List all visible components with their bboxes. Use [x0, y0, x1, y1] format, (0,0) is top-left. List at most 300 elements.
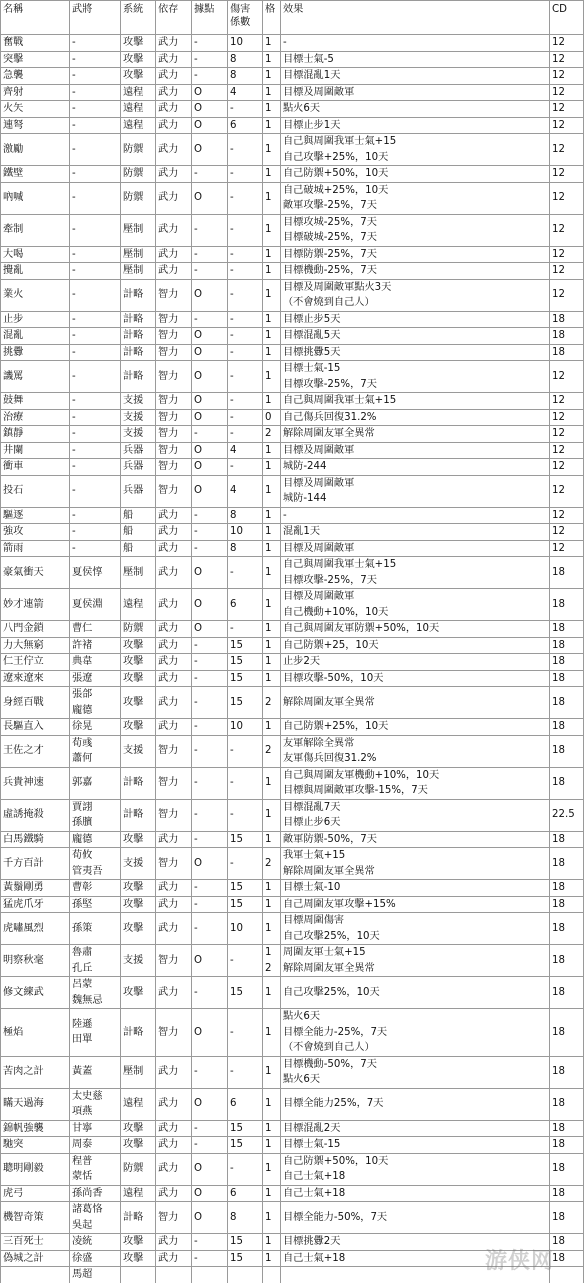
cell-effect: 目標挑釁2天 — [281, 1234, 550, 1251]
cell-effect: 目標及周圍敵軍 — [281, 84, 550, 101]
cell-effect: 目標士氣-15 — [281, 1137, 550, 1154]
cell-cd: 18 — [550, 637, 584, 654]
cell-name: 長驅直入 — [1, 719, 70, 736]
table-row — [1, 621, 584, 638]
table-row — [1, 1137, 584, 1154]
cell-effect: 目標混亂2天 — [281, 1120, 550, 1137]
cell-name: 黃鬚剛勇 — [1, 880, 70, 897]
table-row — [1, 459, 584, 476]
cell-system: 兵器 — [121, 459, 156, 476]
cell-system: 計略 — [121, 1009, 156, 1057]
cell-general: - — [70, 459, 121, 476]
cell-general: - — [70, 279, 121, 311]
cell-general: 夏侯淵 — [70, 589, 121, 621]
cell-system: 兵器 — [121, 475, 156, 507]
cell-grid: 1 — [263, 1185, 281, 1202]
table-row — [1, 1056, 584, 1088]
cell-general: 諸葛恪 吳起 — [70, 1202, 121, 1234]
cell-stronghold: - — [192, 977, 228, 1009]
cell-damage: 8 — [228, 507, 263, 524]
cell-cd: 18 — [550, 1137, 584, 1154]
cell-general: 徐晃 — [70, 719, 121, 736]
cell-name: 虛誘掩殺 — [1, 799, 70, 831]
cell-effect: - — [281, 35, 550, 52]
cell-cd: 18 — [550, 1088, 584, 1120]
header-system: 系統 — [121, 1, 156, 35]
cell-system: 攻擊 — [121, 831, 156, 848]
cell-system: 船 — [121, 507, 156, 524]
cell-damage: - — [228, 426, 263, 443]
watermark: 游侠网 — [484, 1249, 554, 1274]
cell-system: 計略 — [121, 311, 156, 328]
cell-grid: 1 — [263, 279, 281, 311]
cell-general: 張郃 龐德 — [70, 687, 121, 719]
cell-stronghold: O — [192, 475, 228, 507]
header-depends: 依存 — [156, 1, 192, 35]
table-row — [1, 263, 584, 280]
cell-general: 郭嘉 — [70, 767, 121, 799]
cell-general: - — [70, 344, 121, 361]
cell-grid: 1 — [263, 1088, 281, 1120]
cell-damage: 8 — [228, 68, 263, 85]
cell-grid: 1 — [263, 1153, 281, 1185]
cell-grid: 1 — [263, 1202, 281, 1234]
cell-name: 白馬鐵騎 — [1, 831, 70, 848]
table-row — [1, 84, 584, 101]
cell-stronghold: - — [192, 214, 228, 246]
cell-stronghold: O — [192, 945, 228, 977]
cell-depends: 智力 — [156, 279, 192, 311]
table-row — [1, 831, 584, 848]
cell-damage — [228, 1267, 263, 1283]
cell-stronghold: - — [192, 799, 228, 831]
cell-grid: 1 — [263, 913, 281, 945]
header-grid: 格 — [263, 1, 281, 35]
cell-name: 機智奇策 — [1, 1202, 70, 1234]
cell-system: 攻擊 — [121, 1234, 156, 1251]
cell-cd: 12 — [550, 214, 584, 246]
cell-grid: 2 — [263, 848, 281, 880]
cell-stronghold: - — [192, 670, 228, 687]
cell-cd: 12 — [550, 524, 584, 541]
cell-name: 業火 — [1, 279, 70, 311]
cell-system: 壓制 — [121, 557, 156, 589]
table-row — [1, 182, 584, 214]
cell-depends: 智力 — [156, 475, 192, 507]
table-row — [1, 589, 584, 621]
cell-stronghold: - — [192, 507, 228, 524]
cell-grid: 2 — [263, 426, 281, 443]
cell-damage: - — [228, 214, 263, 246]
cell-system: 攻擊 — [121, 1137, 156, 1154]
cell-general: - — [70, 214, 121, 246]
cell-system: 防禦 — [121, 182, 156, 214]
cell-system: 支援 — [121, 848, 156, 880]
cell-name: 仁王佇立 — [1, 654, 70, 671]
cell-cd: 18 — [550, 1185, 584, 1202]
cell-cd: 12 — [550, 279, 584, 311]
header-stronghold: 據點 — [192, 1, 228, 35]
cell-name: 豪氣衝天 — [1, 557, 70, 589]
cell-damage: - — [228, 361, 263, 393]
cell-name: 身經百戰 — [1, 687, 70, 719]
cell-cd: 18 — [550, 621, 584, 638]
cell-name: 力大無窮 — [1, 637, 70, 654]
cell-grid: 1 2 — [263, 945, 281, 977]
cell-damage: - — [228, 182, 263, 214]
cell-stronghold: - — [192, 913, 228, 945]
cell-depends: 武力 — [156, 621, 192, 638]
cell-general: - — [70, 426, 121, 443]
cell-cd: 12 — [550, 426, 584, 443]
cell-system: 計略 — [121, 799, 156, 831]
cell-cd: 22.5 — [550, 799, 584, 831]
cell-stronghold: - — [192, 1137, 228, 1154]
cell-general: - — [70, 442, 121, 459]
cell-effect: 自己與周圍我軍士氣+15 自己攻擊+25%，10天 — [281, 134, 550, 166]
cell-damage: - — [228, 328, 263, 345]
cell-general: - — [70, 311, 121, 328]
cell-effect: 解除周圍友軍全異常 — [281, 426, 550, 443]
table-row — [1, 311, 584, 328]
cell-system: 攻擊 — [121, 687, 156, 719]
cell-damage: 15 — [228, 1120, 263, 1137]
cell-damage: 10 — [228, 719, 263, 736]
cell-system: 攻擊 — [121, 977, 156, 1009]
cell-grid: 1 — [263, 670, 281, 687]
cell-damage: 15 — [228, 831, 263, 848]
cell-depends: 武力 — [156, 1250, 192, 1267]
cell-effect: 自己防禦+25%，10天 — [281, 719, 550, 736]
cell-cd: 12 — [550, 134, 584, 166]
cell-stronghold: - — [192, 637, 228, 654]
cell-system: 防禦 — [121, 1153, 156, 1185]
table-row — [1, 1120, 584, 1137]
cell-grid: 1 — [263, 1234, 281, 1251]
cell-damage: 15 — [228, 1250, 263, 1267]
cell-name: 三百死士 — [1, 1234, 70, 1251]
cell-grid: 1 — [263, 1009, 281, 1057]
cell-effect: 自己周圍友軍攻擊+15% — [281, 896, 550, 913]
cell-general: - — [70, 524, 121, 541]
cell-grid: 1 — [263, 246, 281, 263]
cell-stronghold: - — [192, 831, 228, 848]
cell-name: 急襲 — [1, 68, 70, 85]
cell-effect: 點火6天 目標全能力-25%，7天 （不會燒到自己人） — [281, 1009, 550, 1057]
cell-system: 攻擊 — [121, 896, 156, 913]
cell-cd: 12 — [550, 507, 584, 524]
cell-general: 龐德 — [70, 831, 121, 848]
cell-name: 混亂 — [1, 328, 70, 345]
cell-stronghold: O — [192, 557, 228, 589]
cell-cd: 18 — [550, 896, 584, 913]
cell-grid: 1 — [263, 1137, 281, 1154]
cell-general: 馬超 — [70, 1267, 121, 1283]
cell-cd: 18 — [550, 687, 584, 719]
cell-effect: 目標止步5天 — [281, 311, 550, 328]
cell-damage: - — [228, 263, 263, 280]
cell-system: 計略 — [121, 1202, 156, 1234]
cell-stronghold: - — [192, 1056, 228, 1088]
cell-general: 程普 蒙恬 — [70, 1153, 121, 1185]
cell-name — [1, 1267, 70, 1283]
cell-effect: 自己防禦+50%，10天 — [281, 166, 550, 183]
cell-stronghold: - — [192, 166, 228, 183]
cell-damage: 4 — [228, 84, 263, 101]
cell-depends: 武力 — [156, 1153, 192, 1185]
cell-grid: 1 — [263, 896, 281, 913]
cell-effect: 目標及周圍敵軍點火3天 （不會燒到自己人） — [281, 279, 550, 311]
cell-system: 壓制 — [121, 214, 156, 246]
cell-grid: 1 — [263, 328, 281, 345]
table-row — [1, 540, 584, 557]
cell-name: 奮戰 — [1, 35, 70, 52]
cell-cd: 18 — [550, 589, 584, 621]
cell-depends: 武力 — [156, 540, 192, 557]
cell-damage: 15 — [228, 1234, 263, 1251]
cell-damage: 15 — [228, 654, 263, 671]
cell-general: 太史慈 項燕 — [70, 1088, 121, 1120]
cell-name: 虎弓 — [1, 1185, 70, 1202]
table-row — [1, 848, 584, 880]
cell-cd: 12 — [550, 393, 584, 410]
cell-grid: 1 — [263, 263, 281, 280]
cell-name: 明察秋毫 — [1, 945, 70, 977]
table-row — [1, 557, 584, 589]
cell-name: 箭雨 — [1, 540, 70, 557]
cell-general: 典韋 — [70, 654, 121, 671]
cell-stronghold: - — [192, 654, 228, 671]
cell-stronghold: - — [192, 735, 228, 767]
cell-cd: 18 — [550, 880, 584, 897]
cell-effect: 城防-244 — [281, 459, 550, 476]
cell-system: 支援 — [121, 426, 156, 443]
cell-system — [121, 1267, 156, 1283]
cell-stronghold: O — [192, 84, 228, 101]
cell-system: 兵器 — [121, 442, 156, 459]
cell-name: 衝車 — [1, 459, 70, 476]
cell-cd: 18 — [550, 670, 584, 687]
cell-system: 壓制 — [121, 263, 156, 280]
header-cd: CD — [550, 1, 584, 35]
cell-depends: 武力 — [156, 1185, 192, 1202]
cell-depends: 武力 — [156, 654, 192, 671]
cell-effect: 目標及周圍敵軍 城防-144 — [281, 475, 550, 507]
cell-effect: 敵軍防禦-50%，7天 — [281, 831, 550, 848]
cell-depends: 武力 — [156, 1137, 192, 1154]
cell-general: 陸遜 田單 — [70, 1009, 121, 1057]
cell-name: 修文練武 — [1, 977, 70, 1009]
cell-cd: 18 — [550, 719, 584, 736]
cell-depends: 武力 — [156, 134, 192, 166]
cell-stronghold: - — [192, 880, 228, 897]
cell-damage: - — [228, 945, 263, 977]
cell-general: 呂蒙 魏無忌 — [70, 977, 121, 1009]
cell-stronghold — [192, 1267, 228, 1283]
table-row — [1, 117, 584, 134]
table-row — [1, 977, 584, 1009]
cell-system: 攻擊 — [121, 913, 156, 945]
cell-system: 攻擊 — [121, 654, 156, 671]
cell-grid: 1 — [263, 459, 281, 476]
cell-name: 投石 — [1, 475, 70, 507]
cell-stronghold: O — [192, 328, 228, 345]
cell-name: 偽城之計 — [1, 1250, 70, 1267]
table-row — [1, 1088, 584, 1120]
cell-effect: 自己防禦+50%，10天 自己士氣+18 — [281, 1153, 550, 1185]
cell-stronghold: O — [192, 117, 228, 134]
cell-stronghold: O — [192, 1202, 228, 1234]
cell-general: - — [70, 393, 121, 410]
cell-cd: 12 — [550, 166, 584, 183]
cell-general: - — [70, 475, 121, 507]
cell-cd: 12 — [550, 101, 584, 118]
cell-cd: 18 — [550, 1234, 584, 1251]
cell-general: - — [70, 507, 121, 524]
cell-damage: - — [228, 799, 263, 831]
cell-general: 張遼 — [70, 670, 121, 687]
cell-damage: 15 — [228, 670, 263, 687]
cell-grid: 1 — [263, 880, 281, 897]
cell-stronghold: O — [192, 459, 228, 476]
cell-effect: 目標機動-50%，7天 點火6天 — [281, 1056, 550, 1088]
cell-stronghold: O — [192, 848, 228, 880]
cell-name: 井闌 — [1, 442, 70, 459]
cell-cd: 18 — [550, 735, 584, 767]
cell-system: 遠程 — [121, 589, 156, 621]
cell-cd: 12 — [550, 68, 584, 85]
cell-name: 妙才連箭 — [1, 589, 70, 621]
cell-general: 孫堅 — [70, 896, 121, 913]
cell-effect: 目標攻城-25%，7天 目標破城-25%，7天 — [281, 214, 550, 246]
cell-grid: 1 — [263, 311, 281, 328]
cell-grid: 1 — [263, 507, 281, 524]
cell-stronghold: O — [192, 101, 228, 118]
cell-effect: 目標攻擊-50%，10天 — [281, 670, 550, 687]
cell-cd: 18 — [550, 344, 584, 361]
table-row — [1, 328, 584, 345]
cell-damage: 6 — [228, 117, 263, 134]
cell-damage: 15 — [228, 977, 263, 1009]
table-row — [1, 51, 584, 68]
cell-effect: 目標混亂1天 — [281, 68, 550, 85]
cell-damage: 15 — [228, 637, 263, 654]
cell-grid: 1 — [263, 84, 281, 101]
table-row — [1, 442, 584, 459]
cell-grid: 1 — [263, 442, 281, 459]
cell-stronghold: O — [192, 182, 228, 214]
cell-cd: 12 — [550, 182, 584, 214]
cell-name: 大喝 — [1, 246, 70, 263]
cell-effect: 自己破城+25%，10天 敵軍攻擊-25%，7天 — [281, 182, 550, 214]
cell-general: 許褚 — [70, 637, 121, 654]
cell-general: - — [70, 540, 121, 557]
cell-name: 千方百計 — [1, 848, 70, 880]
table-row — [1, 344, 584, 361]
cell-name: 強攻 — [1, 524, 70, 541]
cell-stronghold: O — [192, 442, 228, 459]
cell-system: 攻擊 — [121, 637, 156, 654]
header-damage-coefficient: 傷害 係數 — [228, 1, 263, 35]
cell-grid: 1 — [263, 831, 281, 848]
cell-general: - — [70, 51, 121, 68]
cell-general: 荀彧 蕭何 — [70, 735, 121, 767]
header-row — [1, 1, 584, 35]
cell-damage: 15 — [228, 1137, 263, 1154]
cell-damage: 15 — [228, 896, 263, 913]
cell-name: 止步 — [1, 311, 70, 328]
cell-grid: 1 — [263, 977, 281, 1009]
cell-depends: 智力 — [156, 328, 192, 345]
cell-general: 周泰 — [70, 1137, 121, 1154]
table-row — [1, 101, 584, 118]
cell-effect: 目標士氣-10 — [281, 880, 550, 897]
cell-grid: 1 — [263, 1056, 281, 1088]
cell-damage: 8 — [228, 1202, 263, 1234]
cell-grid: 1 — [263, 117, 281, 134]
cell-name: 錦帆強襲 — [1, 1120, 70, 1137]
cell-stronghold: - — [192, 524, 228, 541]
cell-damage: 10 — [228, 524, 263, 541]
cell-effect: 自己防禦+25，10天 — [281, 637, 550, 654]
cell-effect: 目標士氣-15 目標攻擊-25%，7天 — [281, 361, 550, 393]
table-row — [1, 393, 584, 410]
cell-depends: 智力 — [156, 393, 192, 410]
header-effect: 效果 — [281, 1, 550, 35]
table-row — [1, 654, 584, 671]
cell-stronghold: - — [192, 35, 228, 52]
cell-effect: 自己與周圍友軍防禦+50%，10天 — [281, 621, 550, 638]
cell-system: 攻擊 — [121, 68, 156, 85]
cell-depends: 武力 — [156, 687, 192, 719]
cell-grid: 0 — [263, 409, 281, 426]
header-general: 武將 — [70, 1, 121, 35]
cell-name: 攪亂 — [1, 263, 70, 280]
cell-grid: 1 — [263, 361, 281, 393]
cell-stronghold: - — [192, 767, 228, 799]
cell-depends: 智力 — [156, 1009, 192, 1057]
cell-damage: 6 — [228, 1088, 263, 1120]
table-row — [1, 361, 584, 393]
cell-grid: 1 — [263, 214, 281, 246]
cell-damage: - — [228, 279, 263, 311]
cell-depends: 武力 — [156, 831, 192, 848]
cell-cd: 12 — [550, 361, 584, 393]
table-row — [1, 214, 584, 246]
cell-damage: - — [228, 166, 263, 183]
table-row — [1, 507, 584, 524]
table-row — [1, 1202, 584, 1234]
cell-name: 王佐之才 — [1, 735, 70, 767]
cell-depends: 武力 — [156, 166, 192, 183]
cell-depends: 智力 — [156, 1202, 192, 1234]
cell-depends: 武力 — [156, 557, 192, 589]
cell-depends: 智力 — [156, 344, 192, 361]
cell-depends: 武力 — [156, 913, 192, 945]
cell-system: 攻擊 — [121, 1120, 156, 1137]
cell-damage: - — [228, 848, 263, 880]
cell-cd: 18 — [550, 1202, 584, 1234]
cell-name: 八門金鎖 — [1, 621, 70, 638]
cell-effect: 目標機動-25%，7天 — [281, 263, 550, 280]
cell-grid: 1 — [263, 1120, 281, 1137]
cell-cd: 18 — [550, 831, 584, 848]
cell-name: 猛虎爪牙 — [1, 896, 70, 913]
cell-effect: 我軍士氣+15 解除周圍友軍全異常 — [281, 848, 550, 880]
cell-damage: - — [228, 409, 263, 426]
cell-depends: 智力 — [156, 426, 192, 443]
cell-cd: 12 — [550, 459, 584, 476]
